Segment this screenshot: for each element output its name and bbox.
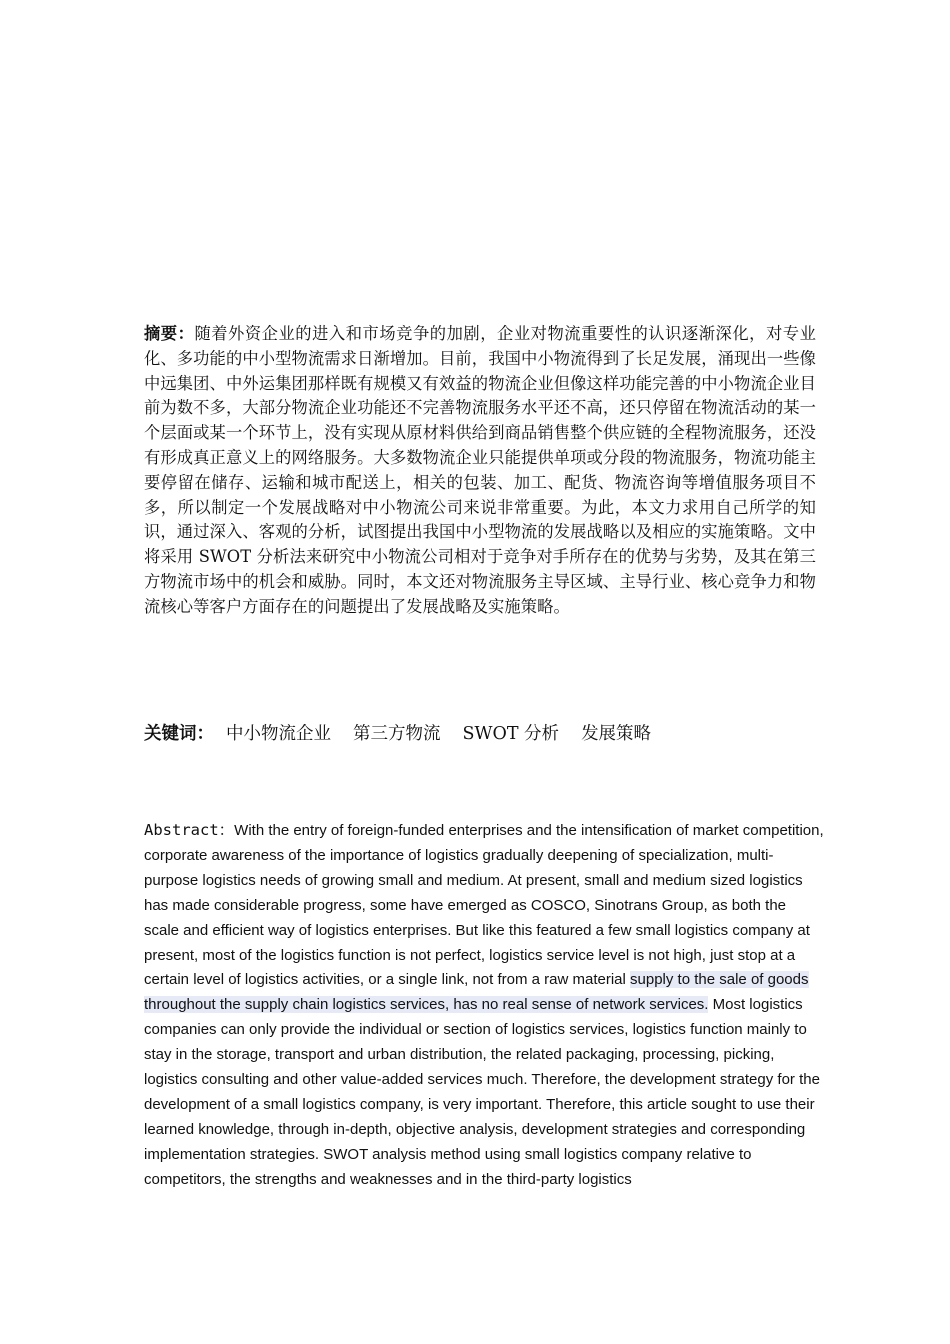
keyword-item: 中小物流企业 bbox=[226, 724, 331, 744]
chinese-abstract bbox=[144, 322, 816, 620]
chinese-abstract-text: 随着外资企业的进入和市场竞争的加剧，企业对物流重要性的认识逐渐深化，对专业化、多功能的中小型物流需求日渐增加。目前，我国中小物流得到了长足发展，涌现出一些像中远集团、中外运集团那样既有规模又有效益的物流企业但像这样功能完善的中小物流企业目前为数不多，大部分物流企业功能还不完善物流服务水平还不高，还只停留在物流活动的某一个层面或某一个环节上，没有实现从原材料供给到商品销售整个供应链的全程物流服务，还没有形成真正意义上的网络服务。大多数物流企业只能提供单项或分段的物流服务，物流功能主要停留在储存、运输和城市配送上，相关的包装、加工、配货、物流咨询等增值服务项目不多，所以制定一个发展战略对中小物流公司来说非常重要。为此，本文力求用自己所学的知识，通过深入、客观的分析，试图提出我国中小型物流的发展战略以及相应的实施策略。文中将采用 SWOT 分析法来研究中小物流公司相对于竞争对手所存在的优势与劣势，及其在第三方物流市场中的机会和威胁。同时，本文还对物流服务主导区域、主导行业、核心竞争力和物流核心等客户方面存在的问题提出了发展战略及实施策略。 bbox=[144, 324, 816, 616]
keyword-item: 第三方物流 bbox=[353, 724, 441, 744]
english-abstract bbox=[144, 818, 824, 1193]
english-abstract-label: Abstract： bbox=[144, 821, 235, 839]
highlighted-text-selection[interactable]: supply to the sale of goods throughout the supply chain logistics services, has no real sense of network services. bbox=[144, 971, 809, 1014]
english-abstract-text: With the entry of foreign-funded enterprises and the intensification of market competition, corporate awareness of the importance of logistics gradually deepening of specialization, multi-purpose logistics needs of growing small and medium. At present, small and medium sized logistics has made considerable progress, some have emerged as COSCO, Sinotrans Group, as both the scale and efficient way of logistics enterprises. But like this featured a few small logistics company at present, most of the logistics function is not perfect, logistics service level is not high, just stop at a certain level of logistics activities, or a single link, not from a raw material bbox=[144, 822, 824, 989]
chinese-abstract-label: 摘要： bbox=[144, 324, 195, 343]
keywords-label: 关键词： bbox=[144, 724, 214, 744]
keyword-item: SWOT 分析 bbox=[462, 724, 560, 744]
keyword-item: 发展策略 bbox=[581, 724, 652, 744]
keywords-line bbox=[144, 720, 816, 748]
english-abstract-text-continued: Most logistics companies can only provide the individual or section of logistics services, logistics function mainly to stay in the storage, transport and urban distribution, the related packaging, processing, picking, logistics consulting and other value-added services much. Therefore, the development strategy for the development of a small logistics company, is very important. Therefore, this article sought to use their learned knowledge, through in-depth, objective analysis, development strategies and corresponding implementation strategies. SWOT analysis method using small logistics company relative to competitors, the strengths and weaknesses and in the third-party logistics bbox=[144, 996, 820, 1188]
